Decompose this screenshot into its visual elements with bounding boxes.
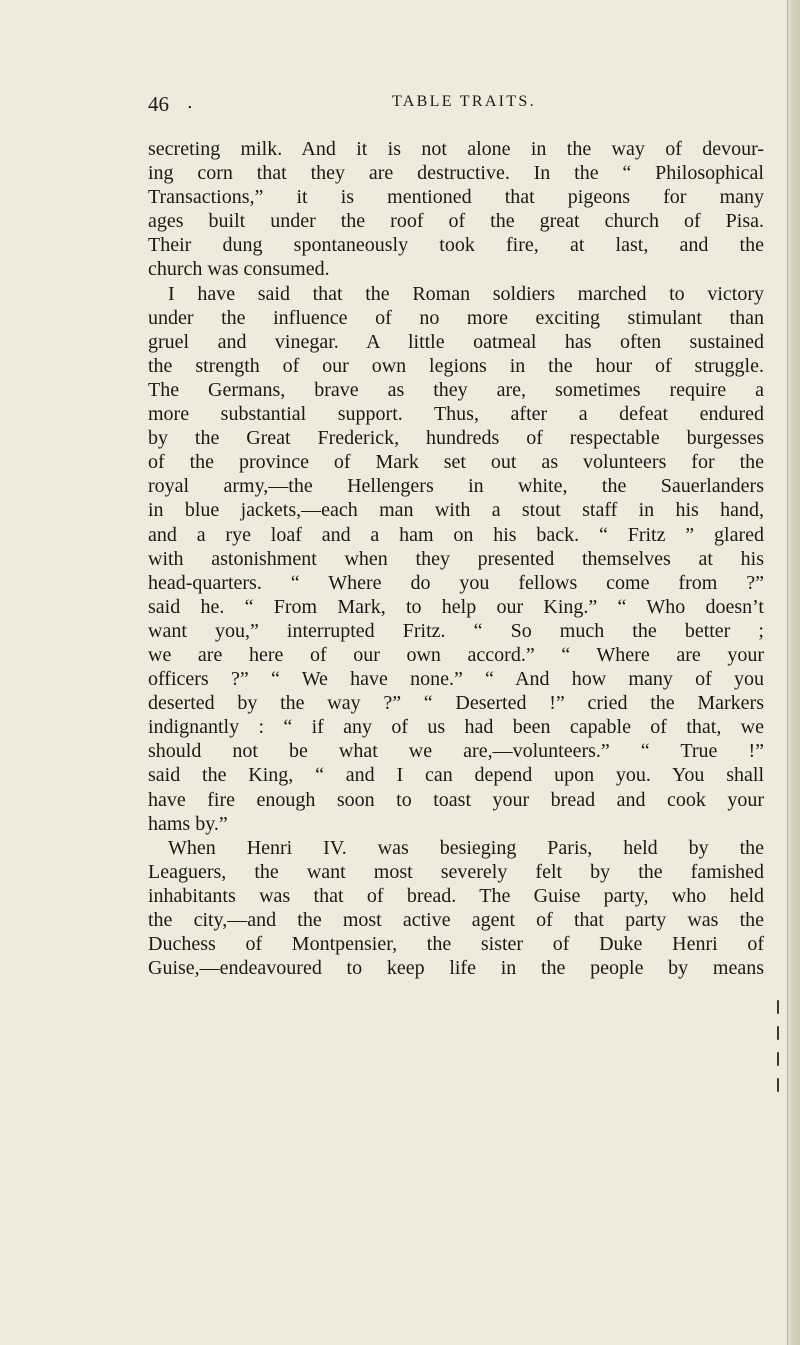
bleed-mark xyxy=(777,1000,779,1014)
text-line: more substantial support. Thus, after a defeat endured xyxy=(148,403,764,426)
page-number: 46 xyxy=(148,92,169,116)
text-line: church was consumed. xyxy=(148,258,330,281)
body-text xyxy=(148,137,764,980)
text-line: of the province of Mark set out as volunteers for the xyxy=(148,451,764,474)
text-line: indignantly : “ if any of us had been capable of that, we xyxy=(148,716,764,739)
text-line: the city,—and the most active agent of that party was the xyxy=(148,909,764,931)
running-title: TABLE TRAITS. xyxy=(392,93,536,110)
text-line: gruel and vinegar. A little oatmeal has often sustained xyxy=(148,330,764,353)
header-dot: . xyxy=(187,92,193,113)
text-line: Duchess of Montpensier, the sister of Duke Henri of xyxy=(148,933,764,956)
text-line: with astonishment when they presented themselves at his xyxy=(148,547,764,570)
text-line: ages built under the roof of the great church of Pisa. xyxy=(148,210,764,233)
text-line: deserted by the way ?” “ Deserted !” cried the Markers xyxy=(148,692,764,715)
text-line: by the Great Frederick, hundreds of respectable burgesses xyxy=(148,427,764,450)
text-line: and a rye loaf and a ham on his back. “ Fritz ” glared xyxy=(148,523,764,546)
text-line: head-quarters. “ Where do you fellows come from ?” xyxy=(148,571,764,594)
text-line: said the King, “ and I can depend upon you. You shall xyxy=(148,764,764,787)
bleed-mark xyxy=(777,1052,779,1066)
text-line: inhabitants was that of bread. The Guise party, who held xyxy=(148,884,764,907)
text-line: royal army,—the Hellengers in white, the Sauerlanders xyxy=(148,475,764,498)
bleed-mark xyxy=(777,1026,779,1040)
text-line: secreting milk. And it is not alone in the way of devour- xyxy=(148,138,764,160)
text-line: When Henri IV. was besieging Paris, held by the xyxy=(168,836,764,859)
text-line: want you,” interrupted Fritz. “ So much the better ; xyxy=(148,619,764,642)
text-line: ing corn that they are destructive. In the “ Philosophical xyxy=(148,162,764,185)
bleed-mark xyxy=(777,1078,779,1092)
text-line: The Germans, brave as they are, sometimes require a xyxy=(148,378,764,401)
text-line: the strength of our own legions in the hour of struggle. xyxy=(148,354,764,377)
running-head xyxy=(148,92,748,118)
text-line: in blue jackets,—each man with a stout staff in his hand, xyxy=(148,499,764,522)
bleed-through-marks xyxy=(777,1000,783,1104)
text-line: I have said that the Roman soldiers marched to victory xyxy=(168,282,764,305)
text-line: said he. “ From Mark, to help our King.” “ Who doesn’t xyxy=(148,595,764,618)
text-line: should not be what we are,—volunteers.” “ True !” xyxy=(148,740,764,763)
text-line: Leaguers, the want most severely felt by the famished xyxy=(148,860,764,883)
text-line: officers ?” “ We have none.” “ And how many of you xyxy=(148,668,764,691)
text-line: hams by.” xyxy=(148,812,228,835)
text-line: we are here of our own accord.” “ Where are your xyxy=(148,643,764,666)
text-line: Their dung spontaneously took fire, at last, and the xyxy=(148,234,764,257)
text-line: under the influence of no more exciting stimulant than xyxy=(148,306,764,329)
text-line: Transactions,” it is mentioned that pigeons for many xyxy=(148,186,764,209)
page-edge xyxy=(787,0,800,1345)
text-line: have fire enough soon to toast your bread and cook your xyxy=(148,788,764,811)
text-line: Guise,—endeavoured to keep life in the people by means xyxy=(148,957,764,980)
